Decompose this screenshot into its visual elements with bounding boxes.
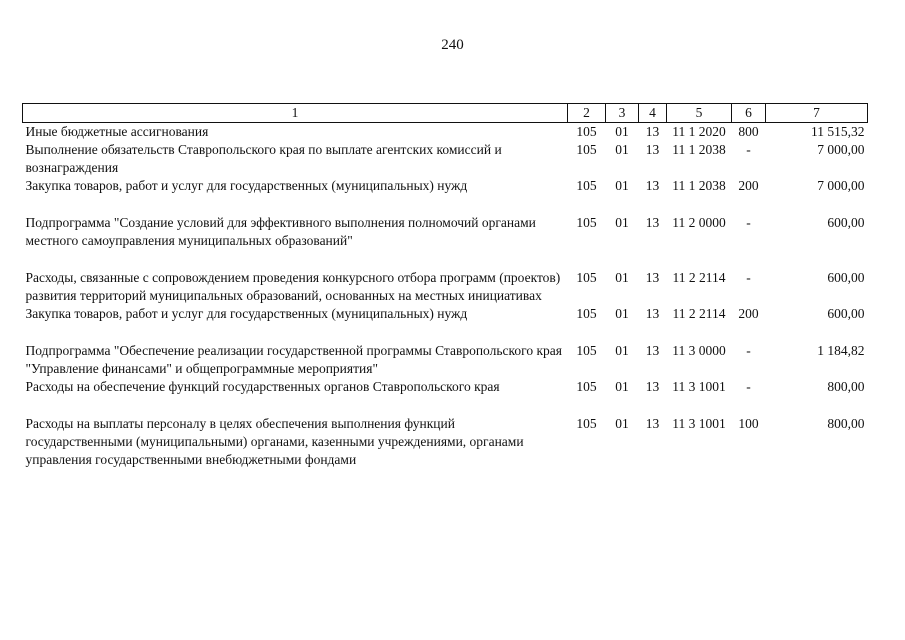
- page-number: 240: [441, 37, 464, 53]
- row-code-section: 01: [615, 306, 629, 321]
- row-code-expense-type: -: [746, 379, 751, 394]
- row-code-subsection: 13: [645, 306, 660, 321]
- row-code-expense-type: -: [746, 343, 751, 358]
- row-name: Расходы на обеспечение функций государственных органов Ставропольского края: [25, 379, 500, 394]
- row-code-section: 01: [615, 416, 629, 431]
- row-code-expense-type: 200: [738, 306, 759, 321]
- row-name: Подпрограмма "Обеспечение реализации государственной программы Ставропольского края "Управление финансами" и общепрограммные мероприятия": [25, 343, 562, 376]
- row-code-target: 11 2 2114: [672, 306, 726, 321]
- header-row: [23, 104, 868, 123]
- row-code-target: 11 1 2038: [672, 142, 726, 157]
- row-sum: 11 515,32: [811, 124, 865, 139]
- row-code-target: 11 3 1001: [672, 379, 726, 394]
- row-sum: 800,00: [827, 379, 865, 394]
- column-header: 2: [568, 104, 606, 123]
- row-sum: 1 184,82: [817, 343, 865, 358]
- row-code-subsection: 13: [645, 343, 660, 358]
- row-code-ministry: 105: [576, 343, 597, 358]
- row-code-ministry: 105: [576, 124, 597, 139]
- table-row: [23, 269, 868, 305]
- table-row: [23, 141, 868, 177]
- table-row: [23, 123, 868, 142]
- row-sum: 600,00: [827, 215, 865, 230]
- row-code-target: 11 3 0000: [672, 343, 726, 358]
- row-code-expense-type: 800: [738, 124, 759, 139]
- row-code-expense-type: -: [746, 270, 751, 285]
- row-code-expense-type: -: [746, 215, 751, 230]
- column-header: 1: [23, 104, 568, 123]
- row-code-ministry: 105: [576, 416, 597, 431]
- row-name: Подпрограмма "Создание условий для эффективного выполнения полномочий органами местного самоуправления муниципальных образований": [25, 215, 536, 248]
- row-code-section: 01: [615, 343, 629, 358]
- row-code-section: 01: [615, 178, 629, 193]
- row-code-subsection: 13: [645, 142, 660, 157]
- row-code-section: 01: [615, 142, 629, 157]
- row-code-section: 01: [615, 379, 629, 394]
- budget-table: [22, 103, 868, 469]
- row-name: Выполнение обязательств Ставропольского края по выплате агентских комиссий и вознаграждения: [25, 142, 502, 175]
- row-sum: 600,00: [827, 306, 865, 321]
- row-name: Расходы, связанные с сопровождением проведения конкурсного отбора программ (проектов) развития территорий муниципальных образований, основанных на местных инициативах: [25, 270, 561, 303]
- table-row: [23, 305, 868, 342]
- table-row: [23, 415, 868, 469]
- row-name: Расходы на выплаты персоналу в целях обеспечения выполнения функций государственными (муниципальными) органами, казенными учреждениями, органами управления государственными внебюджетными фондами: [25, 416, 524, 467]
- row-code-ministry: 105: [576, 215, 597, 230]
- row-code-target: 11 1 2020: [672, 124, 726, 139]
- row-code-subsection: 13: [645, 416, 660, 431]
- row-code-ministry: 105: [576, 379, 597, 394]
- row-code-subsection: 13: [645, 270, 660, 285]
- row-code-section: 01: [615, 215, 629, 230]
- table-row: [23, 214, 868, 269]
- column-header: 3: [606, 104, 639, 123]
- row-code-ministry: 105: [576, 270, 597, 285]
- column-header: 7: [766, 104, 868, 123]
- column-header: 6: [732, 104, 766, 123]
- row-code-subsection: 13: [645, 178, 660, 193]
- row-name: Закупка товаров, работ и услуг для государственных (муниципальных) нужд: [25, 306, 468, 321]
- row-code-expense-type: 100: [738, 416, 759, 431]
- row-code-target: 11 2 0000: [672, 215, 726, 230]
- row-code-subsection: 13: [645, 124, 660, 139]
- table-row: [23, 342, 868, 378]
- row-code-ministry: 105: [576, 306, 597, 321]
- column-header: 4: [639, 104, 667, 123]
- row-sum: 600,00: [827, 270, 865, 285]
- row-code-subsection: 13: [645, 215, 660, 230]
- row-code-target: 11 1 2038: [672, 178, 726, 193]
- row-code-subsection: 13: [645, 379, 660, 394]
- row-code-target: 11 2 2114: [672, 270, 726, 285]
- row-sum: 800,00: [827, 416, 865, 431]
- row-name: Закупка товаров, работ и услуг для государственных (муниципальных) нужд: [25, 178, 468, 193]
- row-code-expense-type: -: [746, 142, 751, 157]
- table-row: [23, 177, 868, 214]
- row-code-expense-type: 200: [738, 178, 759, 193]
- row-code-target: 11 3 1001: [672, 416, 726, 431]
- table-row: [23, 378, 868, 415]
- row-code-ministry: 105: [576, 178, 597, 193]
- row-sum: 7 000,00: [817, 178, 865, 193]
- row-code-section: 01: [615, 124, 629, 139]
- row-code-section: 01: [615, 270, 629, 285]
- column-header: 5: [667, 104, 732, 123]
- row-name: Иные бюджетные ассигнования: [25, 124, 209, 139]
- row-code-ministry: 105: [576, 142, 597, 157]
- row-sum: 7 000,00: [817, 142, 865, 157]
